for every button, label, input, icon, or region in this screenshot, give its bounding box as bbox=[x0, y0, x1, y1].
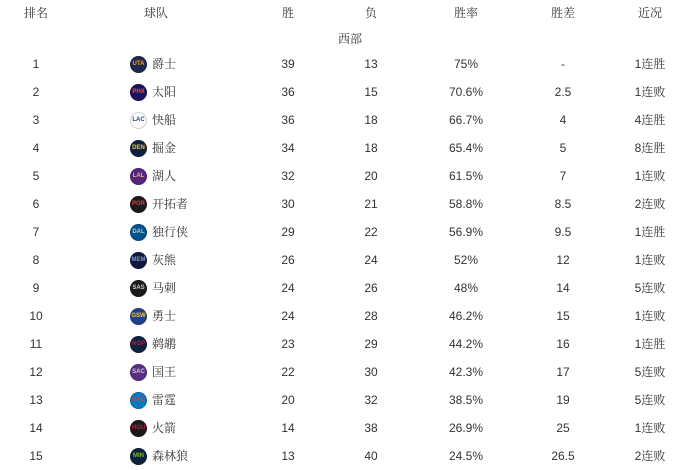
team-name: 开拓者 bbox=[152, 197, 189, 211]
rank-cell: 3 bbox=[32, 113, 40, 127]
team-cell bbox=[72, 196, 240, 213]
wins-cell: 32 bbox=[281, 169, 295, 183]
table-row bbox=[0, 134, 700, 162]
table-row bbox=[0, 330, 700, 358]
table-row bbox=[0, 386, 700, 414]
team-logo-icon: LAL bbox=[130, 168, 147, 185]
team-logo-icon: MIN bbox=[130, 448, 147, 465]
team-logo-icon: LAC bbox=[130, 112, 147, 129]
team-cell bbox=[72, 364, 240, 381]
rank-cell: 14 bbox=[29, 421, 43, 435]
rank-cell: 12 bbox=[29, 365, 43, 379]
win-pct-cell: 65.4% bbox=[448, 141, 484, 155]
team-name: 鹈鹕 bbox=[152, 337, 177, 351]
streak-cell: 1连胜 bbox=[634, 57, 666, 71]
games-behind-cell: 14 bbox=[556, 281, 570, 295]
wins-cell: 13 bbox=[281, 449, 295, 463]
table-row bbox=[0, 218, 700, 246]
wins-cell: 14 bbox=[281, 421, 295, 435]
games-behind-cell: 9.5 bbox=[554, 225, 572, 239]
team-cell bbox=[72, 280, 240, 297]
losses-cell: 28 bbox=[364, 309, 378, 323]
games-behind-cell: 7 bbox=[559, 169, 567, 183]
rank-cell: 5 bbox=[32, 169, 40, 183]
streak-cell: 5连败 bbox=[634, 281, 666, 295]
table-row bbox=[0, 50, 700, 78]
column-header-team: 球队 bbox=[143, 6, 168, 20]
losses-cell: 18 bbox=[364, 113, 378, 127]
streak-cell: 5连败 bbox=[634, 365, 666, 379]
wins-cell: 26 bbox=[281, 253, 295, 267]
rank-cell: 7 bbox=[32, 225, 40, 239]
games-behind-cell: 2.5 bbox=[554, 85, 572, 99]
rank-cell: 6 bbox=[32, 197, 40, 211]
table-row bbox=[0, 414, 700, 442]
games-behind-cell: 4 bbox=[559, 113, 567, 127]
team-cell bbox=[72, 84, 240, 101]
team-logo-icon: GSW bbox=[130, 308, 147, 325]
streak-cell: 1连败 bbox=[634, 253, 666, 267]
losses-cell: 32 bbox=[364, 393, 378, 407]
team-cell bbox=[72, 112, 240, 129]
losses-cell: 15 bbox=[364, 85, 378, 99]
column-header-streak: 近况 bbox=[637, 6, 662, 20]
win-pct-cell: 38.5% bbox=[448, 393, 484, 407]
team-logo-icon: PHX bbox=[130, 84, 147, 101]
streak-cell: 5连败 bbox=[634, 393, 666, 407]
losses-cell: 26 bbox=[364, 281, 378, 295]
rank-cell: 9 bbox=[32, 281, 40, 295]
team-cell bbox=[72, 224, 240, 241]
wins-cell: 36 bbox=[281, 85, 295, 99]
streak-cell: 2连败 bbox=[634, 197, 666, 211]
rank-cell: 1 bbox=[32, 57, 40, 71]
wins-cell: 24 bbox=[281, 309, 295, 323]
games-behind-cell: - bbox=[561, 57, 565, 71]
table-row bbox=[0, 162, 700, 190]
losses-cell: 22 bbox=[364, 225, 378, 239]
win-pct-cell: 48% bbox=[453, 281, 479, 295]
team-cell bbox=[72, 56, 240, 73]
team-cell bbox=[72, 392, 240, 409]
table-row bbox=[0, 358, 700, 386]
streak-cell: 1连败 bbox=[634, 421, 666, 435]
rank-cell: 13 bbox=[29, 393, 43, 407]
wins-cell: 22 bbox=[281, 365, 295, 379]
table-body bbox=[0, 50, 700, 470]
wins-cell: 30 bbox=[281, 197, 295, 211]
team-name: 独行侠 bbox=[152, 225, 189, 239]
team-cell bbox=[72, 140, 240, 157]
streak-cell: 1连败 bbox=[634, 309, 666, 323]
team-logo-icon: DAL bbox=[130, 224, 147, 241]
win-pct-cell: 44.2% bbox=[448, 337, 484, 351]
rank-cell: 4 bbox=[32, 141, 40, 155]
rank-cell: 10 bbox=[29, 309, 43, 323]
losses-cell: 24 bbox=[364, 253, 378, 267]
games-behind-cell: 25 bbox=[556, 421, 570, 435]
streak-cell: 1连胜 bbox=[634, 337, 666, 351]
rank-cell: 11 bbox=[29, 337, 43, 351]
wins-cell: 39 bbox=[281, 57, 295, 71]
team-logo-icon: SAS bbox=[130, 280, 147, 297]
streak-cell: 1连胜 bbox=[634, 225, 666, 239]
games-behind-cell: 15 bbox=[556, 309, 570, 323]
table-row bbox=[0, 442, 700, 470]
team-logo-icon: POR bbox=[130, 196, 147, 213]
wins-cell: 24 bbox=[281, 281, 295, 295]
win-pct-cell: 58.8% bbox=[448, 197, 484, 211]
table-row bbox=[0, 302, 700, 330]
games-behind-cell: 16 bbox=[556, 337, 570, 351]
column-header-win-pct: 胜率 bbox=[453, 6, 478, 20]
win-pct-cell: 42.3% bbox=[448, 365, 484, 379]
team-name: 掘金 bbox=[152, 141, 177, 155]
team-logo-icon: UTA bbox=[130, 56, 147, 73]
wins-cell: 23 bbox=[281, 337, 295, 351]
table-row bbox=[0, 246, 700, 274]
team-logo-icon: NOP bbox=[130, 336, 147, 353]
losses-cell: 29 bbox=[364, 337, 378, 351]
team-logo-icon: OKC bbox=[130, 392, 147, 409]
team-cell bbox=[72, 252, 240, 269]
losses-cell: 30 bbox=[364, 365, 378, 379]
losses-cell: 18 bbox=[364, 141, 378, 155]
team-cell bbox=[72, 168, 240, 185]
win-pct-cell: 52% bbox=[453, 253, 479, 267]
win-pct-cell: 70.6% bbox=[448, 85, 484, 99]
wins-cell: 34 bbox=[281, 141, 295, 155]
streak-cell: 4连胜 bbox=[634, 113, 666, 127]
table-row bbox=[0, 106, 700, 134]
streak-cell: 1连败 bbox=[634, 85, 666, 99]
team-name: 湖人 bbox=[152, 169, 177, 183]
rank-cell: 2 bbox=[32, 85, 40, 99]
team-name: 爵士 bbox=[152, 57, 177, 71]
win-pct-cell: 46.2% bbox=[448, 309, 484, 323]
win-pct-cell: 61.5% bbox=[448, 169, 484, 183]
wins-cell: 20 bbox=[281, 393, 295, 407]
streak-cell: 8连胜 bbox=[634, 141, 666, 155]
team-logo-icon: MEM bbox=[130, 252, 147, 269]
wins-cell: 29 bbox=[281, 225, 295, 239]
table-row bbox=[0, 78, 700, 106]
win-pct-cell: 56.9% bbox=[448, 225, 484, 239]
column-header-wins: 胜 bbox=[281, 6, 294, 20]
losses-cell: 40 bbox=[364, 449, 378, 463]
team-logo-icon: DEN bbox=[130, 140, 147, 157]
streak-cell: 1连败 bbox=[634, 169, 666, 183]
streak-cell: 2连败 bbox=[634, 449, 666, 463]
team-logo-icon: HOU bbox=[130, 420, 147, 437]
losses-cell: 21 bbox=[364, 197, 378, 211]
table-row bbox=[0, 190, 700, 218]
team-name: 森林狼 bbox=[152, 449, 189, 463]
rank-cell: 8 bbox=[32, 253, 40, 267]
games-behind-cell: 26.5 bbox=[551, 449, 575, 463]
team-name: 马刺 bbox=[152, 281, 177, 295]
games-behind-cell: 8.5 bbox=[554, 197, 572, 211]
losses-cell: 20 bbox=[364, 169, 378, 183]
win-pct-cell: 66.7% bbox=[448, 113, 484, 127]
column-header-games-behind: 胜差 bbox=[550, 6, 575, 20]
team-logo-icon: SAC bbox=[130, 364, 147, 381]
team-name: 国王 bbox=[152, 365, 177, 379]
team-cell bbox=[72, 308, 240, 325]
table-row bbox=[0, 274, 700, 302]
team-name: 火箭 bbox=[152, 421, 177, 435]
losses-cell: 38 bbox=[364, 421, 378, 435]
team-name: 雷霆 bbox=[152, 393, 177, 407]
team-name: 勇士 bbox=[152, 309, 177, 323]
team-name: 灰熊 bbox=[152, 253, 177, 267]
games-behind-cell: 17 bbox=[556, 365, 570, 379]
team-name: 太阳 bbox=[152, 85, 177, 99]
games-behind-cell: 5 bbox=[559, 141, 567, 155]
games-behind-cell: 19 bbox=[556, 393, 570, 407]
losses-cell: 13 bbox=[364, 57, 378, 71]
team-cell bbox=[72, 448, 240, 465]
team-name: 快船 bbox=[152, 113, 177, 127]
games-behind-cell: 12 bbox=[556, 253, 570, 267]
team-cell bbox=[72, 336, 240, 353]
column-header-losses: 负 bbox=[364, 6, 377, 20]
table-header-row bbox=[0, 0, 700, 26]
conference-section-label: 西部 bbox=[337, 31, 362, 46]
wins-cell: 36 bbox=[281, 113, 295, 127]
win-pct-cell: 26.9% bbox=[448, 421, 484, 435]
rank-cell: 15 bbox=[29, 449, 43, 463]
win-pct-cell: 24.5% bbox=[448, 449, 484, 463]
win-pct-cell: 75% bbox=[453, 57, 479, 71]
team-cell bbox=[72, 420, 240, 437]
column-header-rank: 排名 bbox=[23, 6, 48, 20]
